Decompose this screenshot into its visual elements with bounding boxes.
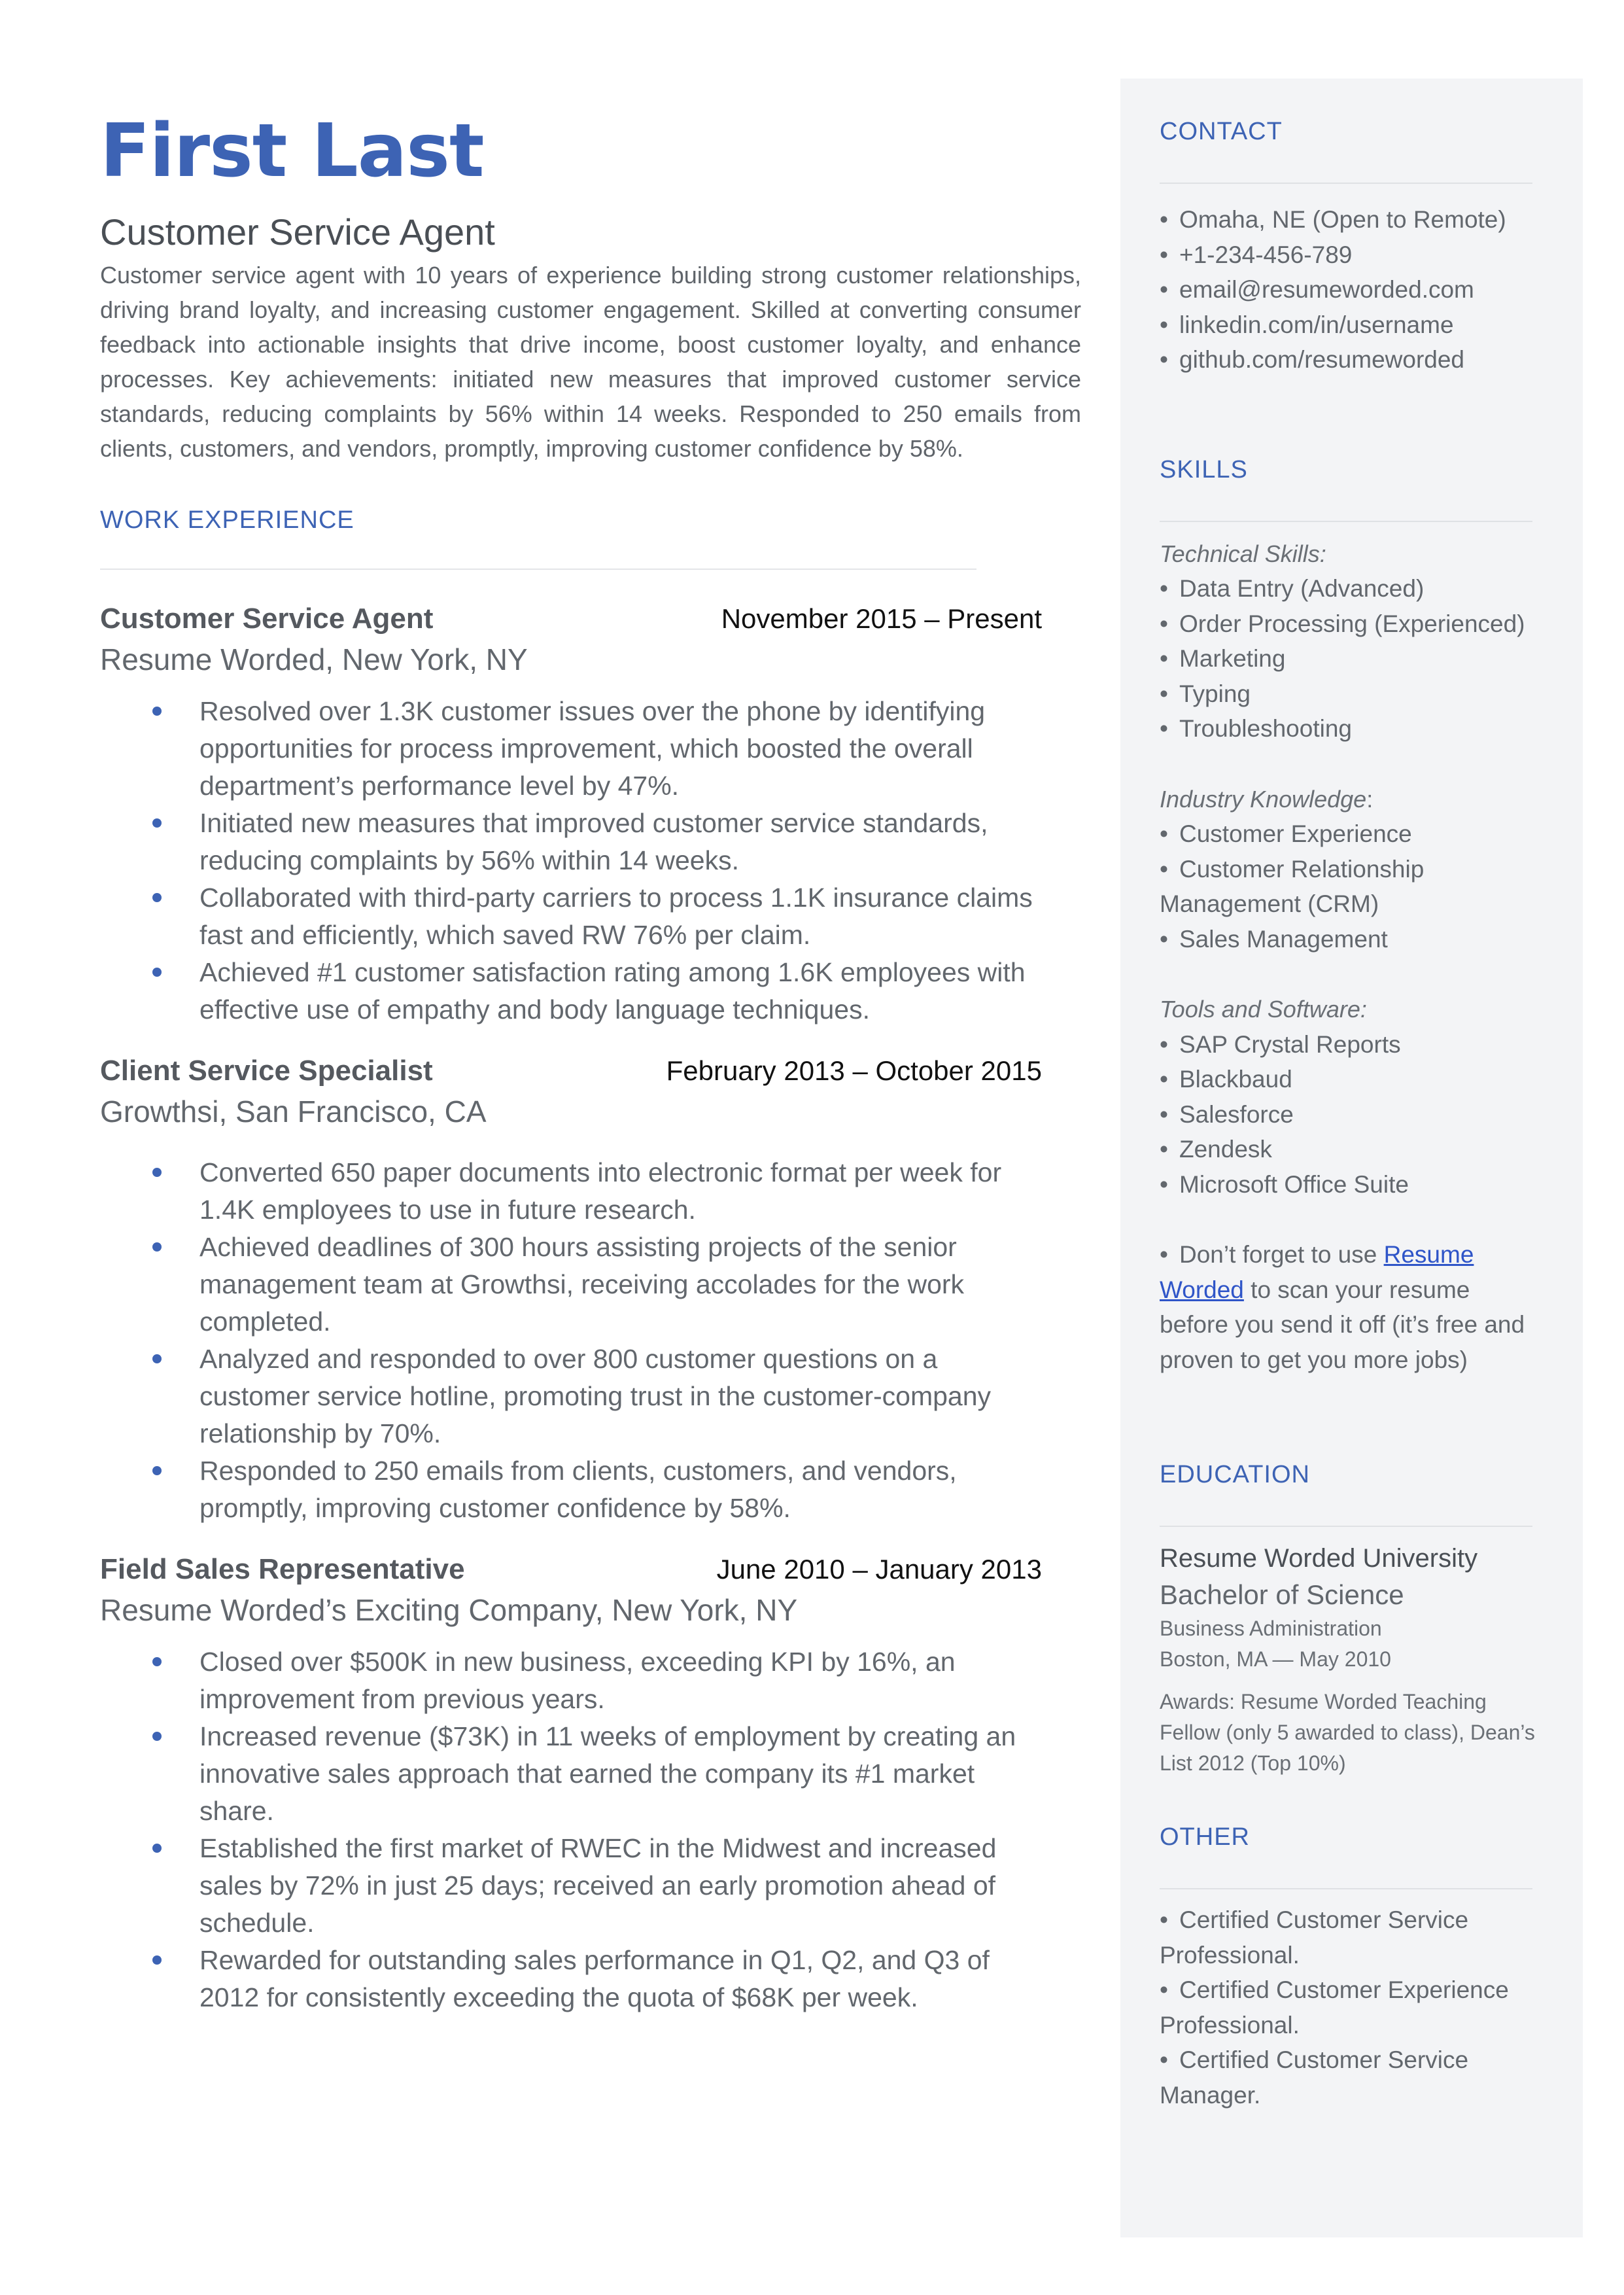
job-company: Resume Worded’s Exciting Company, New York, NY (100, 1593, 798, 1628)
job-bullets (100, 1643, 1081, 2016)
bullet-text: Closed over $500K in new business, exceeding KPI by 16%, an improvement from previous years. (199, 1647, 956, 1715)
job-entry (100, 603, 1081, 1028)
technical-skills-list (1160, 571, 1552, 746)
contact-item-location: • Omaha, NE (Open to Remote) (1160, 202, 1552, 237)
bullet-icon: • (1160, 2046, 1168, 2073)
bullet-text: Responded to 250 emails from clients, customers, and vendors, promptly, improving customer confidence by 58%. (199, 1456, 957, 1524)
skill-item: • SAP Crystal Reports (1160, 1027, 1552, 1062)
note-text: • Don’t forget to use Resume Worded to scan your resume before you send it off (it’s free and proven to get you more jobs) (1160, 1237, 1532, 1377)
resume-worded-note (1160, 1237, 1552, 1377)
other-list (1160, 1902, 1552, 2112)
contact-list (1160, 202, 1552, 377)
summary: Customer service agent with 10 years of experience building strong customer relationships, driving brand loyalty, and increasing customer engagement. Skilled at converting consumer feedback into actionable insights that drive income, boost customer loyalty, and enhance processes. Key achievements: initiated new measures that improved customer service standards, reducing complaints by 56% within 14 weeks. Responded to 250 emails from clients, customers, and vendors, promptly, improving customer confidence by 58%. (100, 262, 1081, 463)
industry-knowledge-list (1160, 816, 1552, 956)
bullet-icon: • (1160, 575, 1168, 602)
bullet-text: Rewarded for outstanding sales performance in Q1, Q2, and Q3 of 2012 for consistently exceeding the quota of $68K per week. (199, 1945, 990, 2013)
resume-worded-link[interactable]: Resume Worded (1160, 1241, 1474, 1303)
bullet-text: Converted 650 paper documents into electronic format per week for 1.4K employees to use in future research. (199, 1157, 1002, 1225)
bullet-dot-icon (152, 1466, 162, 1475)
job-bullet (100, 693, 1050, 805)
bullet-icon: • (1160, 1136, 1168, 1163)
contact-heading: CONTACT (1160, 118, 1283, 145)
tools-software-label: Tools and Software: (1160, 996, 1367, 1023)
certification-item: • Certified Customer Service Manager. (1160, 2042, 1500, 2112)
skill-item: • Blackbaud (1160, 1062, 1552, 1097)
bullet-icon: • (1160, 311, 1168, 338)
skill-item: • Order Processing (Experienced) (1160, 606, 1552, 642)
contact-item-phone: • +1-234-456-789 (1160, 237, 1552, 273)
job-bullet (100, 805, 1050, 879)
bullet-dot-icon (152, 1657, 162, 1666)
skill-item: • Typing (1160, 676, 1552, 712)
job-bullet (100, 1830, 1050, 1942)
bullet-icon: • (1160, 1100, 1168, 1128)
bullet-icon: • (1160, 610, 1168, 637)
job-bullet (100, 879, 1050, 954)
job-bullet (100, 1643, 1050, 1718)
job-bullets (100, 693, 1081, 1028)
skills-heading: SKILLS (1160, 455, 1248, 483)
skill-item: • Zendesk (1160, 1132, 1552, 1167)
education-heading: EDUCATION (1160, 1461, 1310, 1488)
industry-knowledge-label: Industry Knowledge: (1160, 785, 1373, 813)
job-role: Client Service Specialist (100, 1055, 433, 1087)
tools-software-list (1160, 1027, 1552, 1202)
other-heading: OTHER (1160, 1823, 1250, 1851)
job-role: Field Sales Representative (100, 1553, 465, 1586)
contact-item-linkedin: • linkedin.com/in/username (1160, 307, 1552, 343)
bullet-icon: • (1160, 206, 1168, 233)
bullet-dot-icon (152, 707, 162, 716)
sidebar-divider (1160, 521, 1532, 522)
candidate-title: Customer Service Agent (100, 211, 495, 253)
technical-skills-label: Technical Skills: (1160, 540, 1326, 567)
bullet-icon: • (1160, 241, 1168, 268)
contact-item-email: • email@resumeworded.com (1160, 272, 1552, 307)
bullet-dot-icon (152, 1242, 162, 1252)
bullet-dot-icon (152, 1732, 162, 1741)
bullet-icon: • (1160, 855, 1168, 883)
bullet-dot-icon (152, 968, 162, 977)
bullet-text: Resolved over 1.3K customer issues over the phone by identifying opportunities for process improvement, which boosted the overall department’s performance level by 47%. (199, 696, 986, 801)
bullet-text: Collaborated with third-party carriers to process 1.1K insurance claims fast and efficiently, which saved RW 76% per claim. (199, 883, 1033, 951)
skill-item: • Sales Management (1160, 922, 1552, 957)
skill-item: • Customer Experience (1160, 816, 1552, 852)
bullet-icon: • (1160, 820, 1168, 847)
education-school: Resume Worded University (1160, 1544, 1478, 1573)
job-dates: November 2015 – Present (721, 603, 1042, 635)
job-company: Growthsi, San Francisco, CA (100, 1095, 487, 1129)
skill-item: • Marketing (1160, 641, 1552, 676)
job-bullet (100, 1718, 1050, 1830)
skill-item: • Data Entry (Advanced) (1160, 571, 1552, 606)
job-bullet (100, 1229, 1050, 1340)
job-bullet (100, 1452, 1050, 1527)
job-bullet (100, 1154, 1050, 1229)
job-dates: June 2010 – January 2013 (716, 1554, 1042, 1585)
job-entry (100, 1553, 1081, 2016)
bullet-icon: • (1160, 1976, 1168, 2003)
job-header (100, 1553, 1042, 1586)
sidebar-divider (1160, 183, 1532, 184)
candidate-name: First Last (100, 109, 484, 194)
bullet-icon: • (1160, 925, 1168, 953)
education-degree: Bachelor of Science (1160, 1579, 1404, 1610)
sidebar-divider (1160, 1888, 1532, 1889)
skill-item: • Microsoft Office Suite (1160, 1167, 1552, 1202)
job-header (100, 603, 1042, 635)
bullet-text: Established the first market of RWEC in the Midwest and increased sales by 72% in just 25 days; received an early promotion ahead of schedule. (199, 1833, 997, 1938)
bullet-dot-icon (152, 1955, 162, 1965)
section-divider (100, 569, 976, 570)
bullet-icon: • (1160, 1906, 1168, 1933)
bullet-text: Analyzed and responded to over 800 customer questions on a customer service hotline, promoting trust in the customer-company relationship by 70%. (199, 1344, 992, 1449)
bullet-dot-icon (152, 818, 162, 828)
bullet-text: Initiated new measures that improved customer service standards, reducing complaints by 56% within 14 weeks. (199, 808, 988, 876)
education-awards: Awards: Resume Worded Teaching Fellow (only 5 awarded to class), Dean’s List 2012 (Top 10%) (1160, 1690, 1535, 1775)
bullet-icon: • (1160, 1066, 1168, 1093)
bullet-dot-icon (152, 1168, 162, 1177)
job-company: Resume Worded, New York, NY (100, 642, 528, 677)
job-bullet (100, 954, 1050, 1028)
bullet-dot-icon (152, 1844, 162, 1853)
job-role: Customer Service Agent (100, 603, 434, 635)
bullet-icon: • (1160, 1170, 1168, 1198)
bullet-text: Achieved #1 customer satisfaction rating among 1.6K employees with effective use of empathy and body language techniques. (199, 957, 1026, 1025)
sidebar (1120, 79, 1583, 2237)
job-bullet (100, 1942, 1050, 2016)
main-column (100, 111, 1081, 2016)
skill-item: • Customer Relationship Management (CRM) (1160, 852, 1447, 922)
bullet-dot-icon (152, 1354, 162, 1363)
job-header (100, 1055, 1042, 1087)
education-location-date: Boston, MA — May 2010 (1160, 1647, 1391, 1671)
bullet-icon: • (1160, 346, 1168, 373)
bullet-text: Achieved deadlines of 300 hours assisting projects of the senior management team at Growthsi, receiving accolades for the work completed. (199, 1232, 965, 1337)
job-bullet (100, 1340, 1050, 1452)
work-experience-heading: WORK EXPERIENCE (100, 506, 354, 534)
skill-item: • Salesforce (1160, 1097, 1552, 1132)
bullet-icon: • (1160, 1241, 1168, 1268)
bullet-icon: • (1160, 1030, 1168, 1058)
education-field: Business Administration (1160, 1617, 1382, 1640)
bullet-dot-icon (152, 893, 162, 902)
sidebar-divider (1160, 1526, 1532, 1527)
job-bullets (100, 1154, 1081, 1527)
bullet-icon: • (1160, 715, 1168, 742)
job-dates: February 2013 – October 2015 (666, 1055, 1042, 1087)
certification-item: • Certified Customer Service Professional. (1160, 1902, 1500, 1972)
bullet-icon: • (1160, 276, 1168, 303)
job-entry (100, 1055, 1081, 1527)
sidebar-content (1160, 118, 1552, 2112)
bullet-icon: • (1160, 680, 1168, 707)
bullet-icon: • (1160, 645, 1168, 672)
bullet-text: Increased revenue ($73K) in 11 weeks of employment by creating an innovative sales approach that earned the company its #1 market share. (199, 1721, 1016, 1827)
contact-item-github: • github.com/resumeworded (1160, 342, 1552, 377)
skill-item: • Troubleshooting (1160, 711, 1552, 746)
certification-item: • Certified Customer Experience Professional. (1160, 1972, 1526, 2042)
